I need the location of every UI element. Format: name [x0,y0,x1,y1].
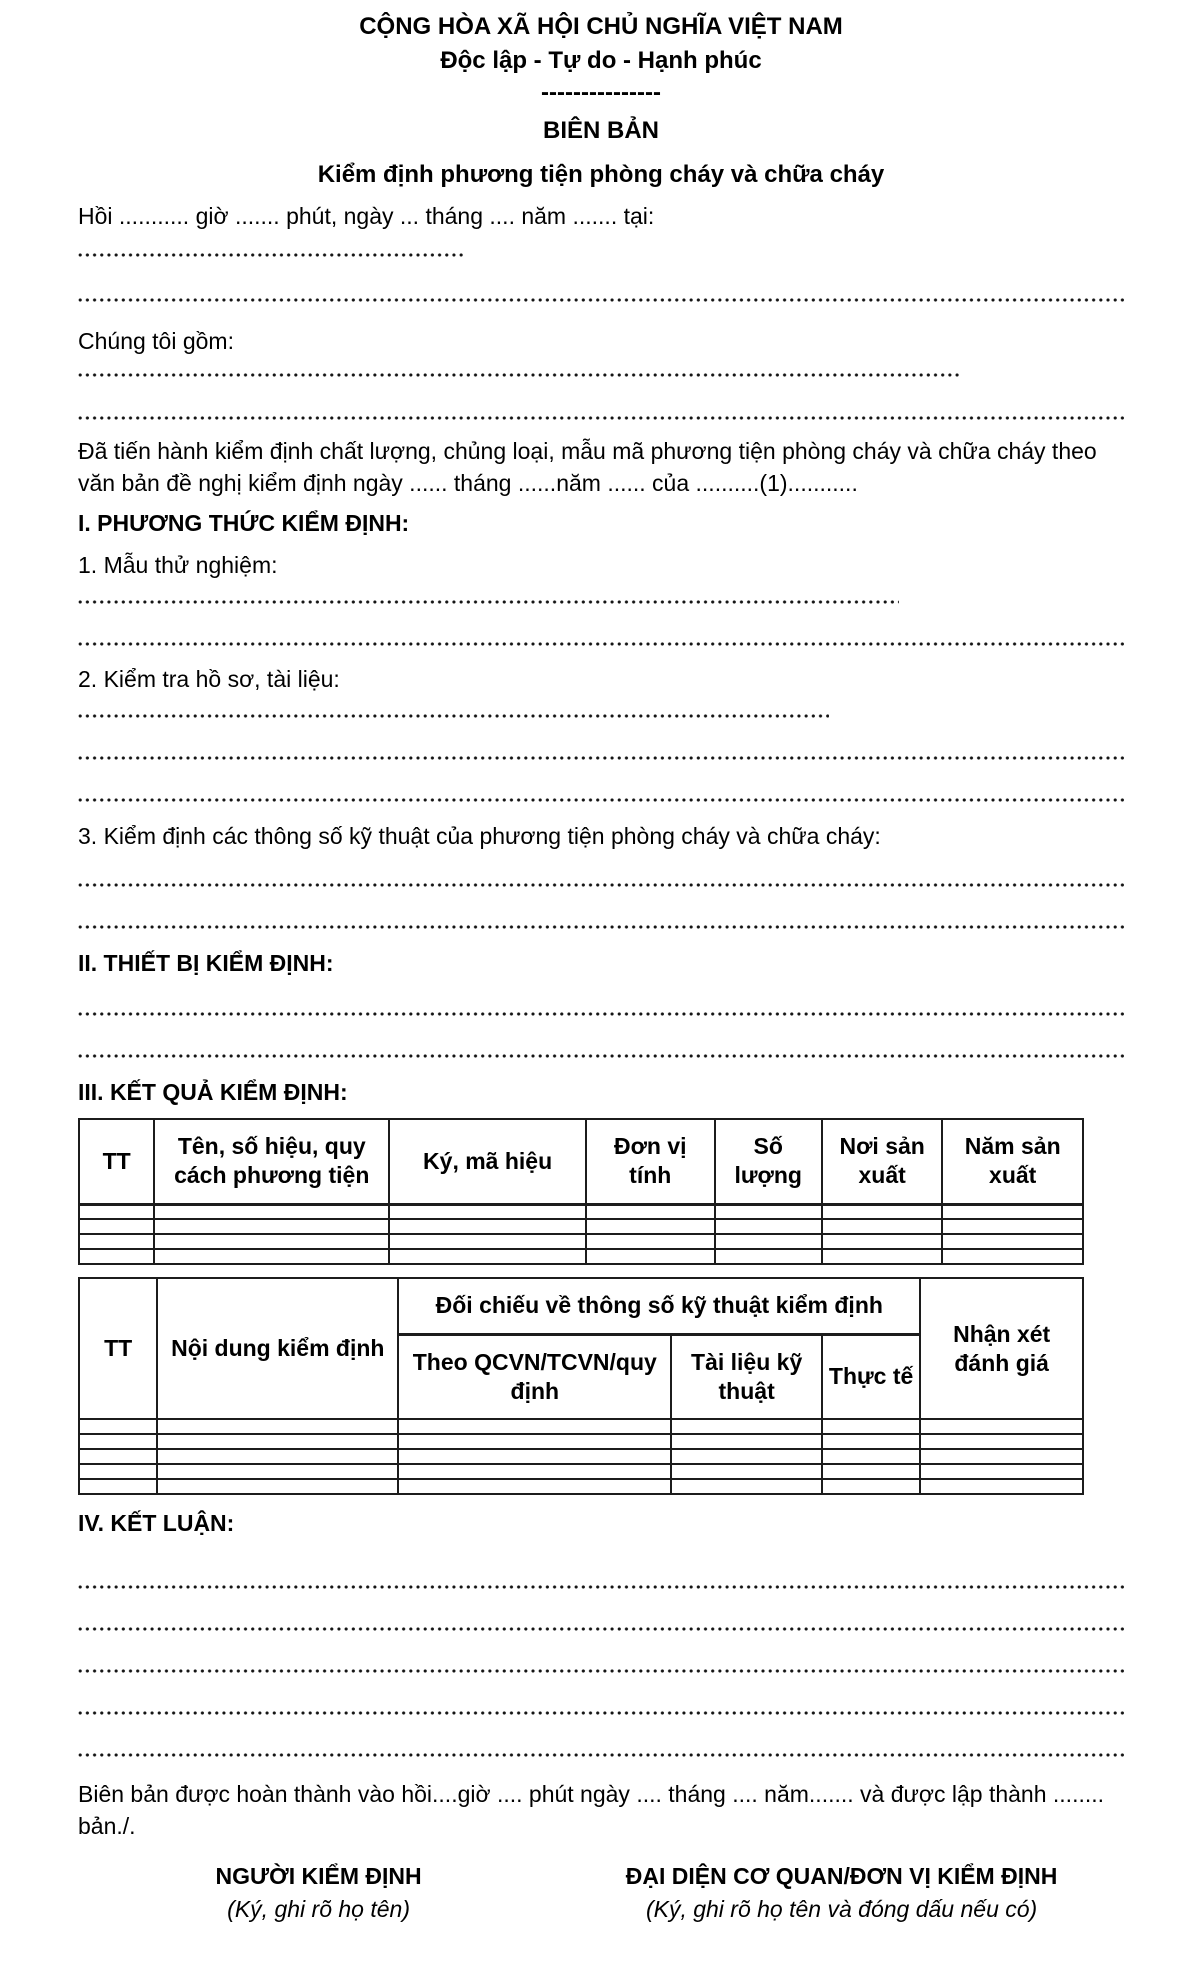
empty-cell [920,1449,1083,1464]
inspector-signature-title: NGƯỜI KIỂM ĐỊNH [215,1863,422,1889]
dotted-fill-line [78,641,1124,647]
empty-cell [79,1204,154,1219]
empty-cell [398,1479,671,1494]
national-motto: Độc lập - Tự do - Hạnh phúc [440,47,762,74]
empty-cell [154,1234,389,1249]
empty-cell [942,1204,1083,1219]
col-header-actual: Thực tế [822,1334,920,1419]
header-separator: --------------- [541,79,661,106]
parameters-table-header-row-1 [79,1278,1083,1334]
dotted-fill-line [78,297,1124,303]
signature-row [78,1860,1124,1926]
col-header-content: Nội dung kiểm định [157,1278,398,1419]
empty-cell [398,1419,671,1434]
dotted-fill-line [78,1011,1124,1017]
section-2-title: II. THIẾT BỊ KIỂM ĐỊNH: [78,950,334,976]
empty-cell [157,1464,398,1479]
agency-signature-block [559,1860,1124,1926]
equipment-results-table [78,1118,1084,1265]
empty-cell [822,1419,920,1434]
empty-cell [154,1204,389,1219]
doc-title: BIÊN BẢN [542,117,659,144]
empty-cell [79,1249,154,1264]
empty-cell [822,1204,942,1219]
empty-cell [671,1464,822,1479]
table-row [79,1234,1083,1249]
empty-cell [79,1464,157,1479]
completion-line: Biên bản được hoàn thành vào hồi....giờ .... phút ngày .... tháng .... năm....... và được lập thành ........ bản./. [78,1781,1105,1839]
empty-cell [389,1249,586,1264]
parameters-comparison-table [78,1277,1084,1495]
section-3-title: III. KẾT QUẢ KIỂM ĐỊNH: [78,1079,348,1105]
dotted-fill-line [78,599,899,605]
empty-cell [157,1479,398,1494]
empty-cell [398,1449,671,1464]
section-1-item-1: 1. Mẫu thử nghiệm: [78,552,278,578]
empty-cell [586,1204,715,1219]
col-header-remark: Nhận xét đánh giá [920,1278,1083,1419]
col-header-techdocs: Tài liệu kỹ thuật [671,1334,822,1419]
empty-cell [942,1219,1083,1234]
col-header-year: Năm sản xuất [942,1119,1083,1204]
dotted-fill-line [78,415,1124,421]
empty-cell [715,1234,822,1249]
empty-cell [715,1204,822,1219]
dotted-fill-line [78,1584,1124,1590]
empty-cell [822,1249,942,1264]
table-row [79,1219,1083,1234]
col-header-model: Ký, mã hiệu [389,1119,586,1204]
empty-cell [389,1234,586,1249]
table-row [79,1204,1083,1219]
empty-cell [79,1234,154,1249]
empty-cell [822,1434,920,1449]
empty-cell [586,1219,715,1234]
empty-cell [154,1249,389,1264]
empty-cell [920,1419,1083,1434]
empty-cell [398,1434,671,1449]
dotted-fill-line [78,1752,1124,1758]
table-row [79,1449,1083,1464]
empty-cell [920,1464,1083,1479]
empty-cell [671,1449,822,1464]
col-header-name: Tên, số hiệu, quy cách phương tiện [154,1119,389,1204]
empty-cell [398,1464,671,1479]
dotted-fill-line [78,713,829,719]
empty-cell [671,1419,822,1434]
doc-subtitle: Kiểm định phương tiện phòng cháy và chữa cháy [317,161,885,188]
empty-cell [586,1234,715,1249]
inspector-signature-block [78,1860,559,1926]
dotted-fill-line [78,797,1124,803]
col-group-header-comparison: Đối chiếu về thông số kỹ thuật kiểm định [398,1278,920,1334]
empty-cell [715,1219,822,1234]
col-header-standard: Theo QCVN/TCVN/quy định [398,1334,671,1419]
dotted-fill-line [78,1053,1124,1059]
agency-signature-note: (Ký, ghi rõ họ tên và đóng dấu nếu có) [645,1896,1038,1922]
table-row [79,1434,1083,1449]
table-row [79,1249,1083,1264]
empty-cell [715,1249,822,1264]
inspector-signature-note: (Ký, ghi rõ họ tên) [227,1896,410,1922]
dotted-fill-line [78,882,1124,888]
empty-cell [79,1434,157,1449]
col-header-origin: Nơi sản xuất [822,1119,942,1204]
table-row [79,1419,1083,1434]
empty-cell [79,1449,157,1464]
dotted-fill-line [78,252,465,258]
empty-cell [79,1419,157,1434]
empty-cell [389,1204,586,1219]
empty-cell [920,1479,1083,1494]
empty-cell [389,1219,586,1234]
empty-cell [822,1234,942,1249]
section-1-item-3: 3. Kiểm định các thông số kỹ thuật của phương tiện phòng cháy và chữa cháy: [78,823,881,849]
empty-cell [671,1434,822,1449]
dotted-fill-line [78,1668,1124,1674]
col-header-unit: Đơn vị tính [586,1119,715,1204]
dotted-fill-line [78,755,1124,761]
agency-signature-title: ĐẠI DIỆN CƠ QUAN/ĐƠN VỊ KIỂM ĐỊNH [625,1863,1058,1889]
col-header-tt: TT [79,1119,154,1204]
empty-cell [920,1434,1083,1449]
empty-cell [157,1449,398,1464]
dotted-fill-line [78,924,1124,930]
empty-cell [157,1434,398,1449]
col-header-tt: TT [79,1278,157,1419]
empty-cell [822,1449,920,1464]
conducted-paragraph: Đã tiến hành kiểm định chất lượng, chủng loại, mẫu mã phương tiện phòng cháy và chữa cháy theo văn bản đề nghị kiểm định ngày ...... tháng ......năm ...... của ..........(1)........... [78,438,1097,496]
members-label: Chúng tôi gồm: [78,328,234,354]
col-header-quantity: Số lượng [715,1119,822,1204]
dotted-fill-line [78,372,962,378]
table-row [79,1479,1083,1494]
empty-cell [157,1419,398,1434]
empty-cell [822,1219,942,1234]
empty-cell [671,1479,822,1494]
section-1-title: I. PHƯƠNG THỨC KIỂM ĐỊNH: [78,510,410,536]
dotted-fill-line [78,1626,1124,1632]
section-1-item-2: 2. Kiểm tra hồ sơ, tài liệu: [78,666,340,692]
dotted-fill-line [78,1710,1124,1716]
empty-cell [822,1464,920,1479]
empty-cell [79,1219,154,1234]
time-place-line: Hồi ........... giờ ....... phút, ngày ... tháng .... năm ....... tại: [78,203,655,229]
document-header [78,12,1124,190]
national-title: CỘNG HÒA XÃ HỘI CHỦ NGHĨA VIỆT NAM [359,13,843,40]
empty-cell [79,1479,157,1494]
empty-cell [154,1219,389,1234]
empty-cell [942,1234,1083,1249]
section-4-title: IV. KẾT LUẬN: [78,1510,235,1536]
table-row [79,1464,1083,1479]
equipment-table-header-row [79,1119,1083,1204]
empty-cell [942,1249,1083,1264]
empty-cell [822,1479,920,1494]
empty-cell [586,1249,715,1264]
